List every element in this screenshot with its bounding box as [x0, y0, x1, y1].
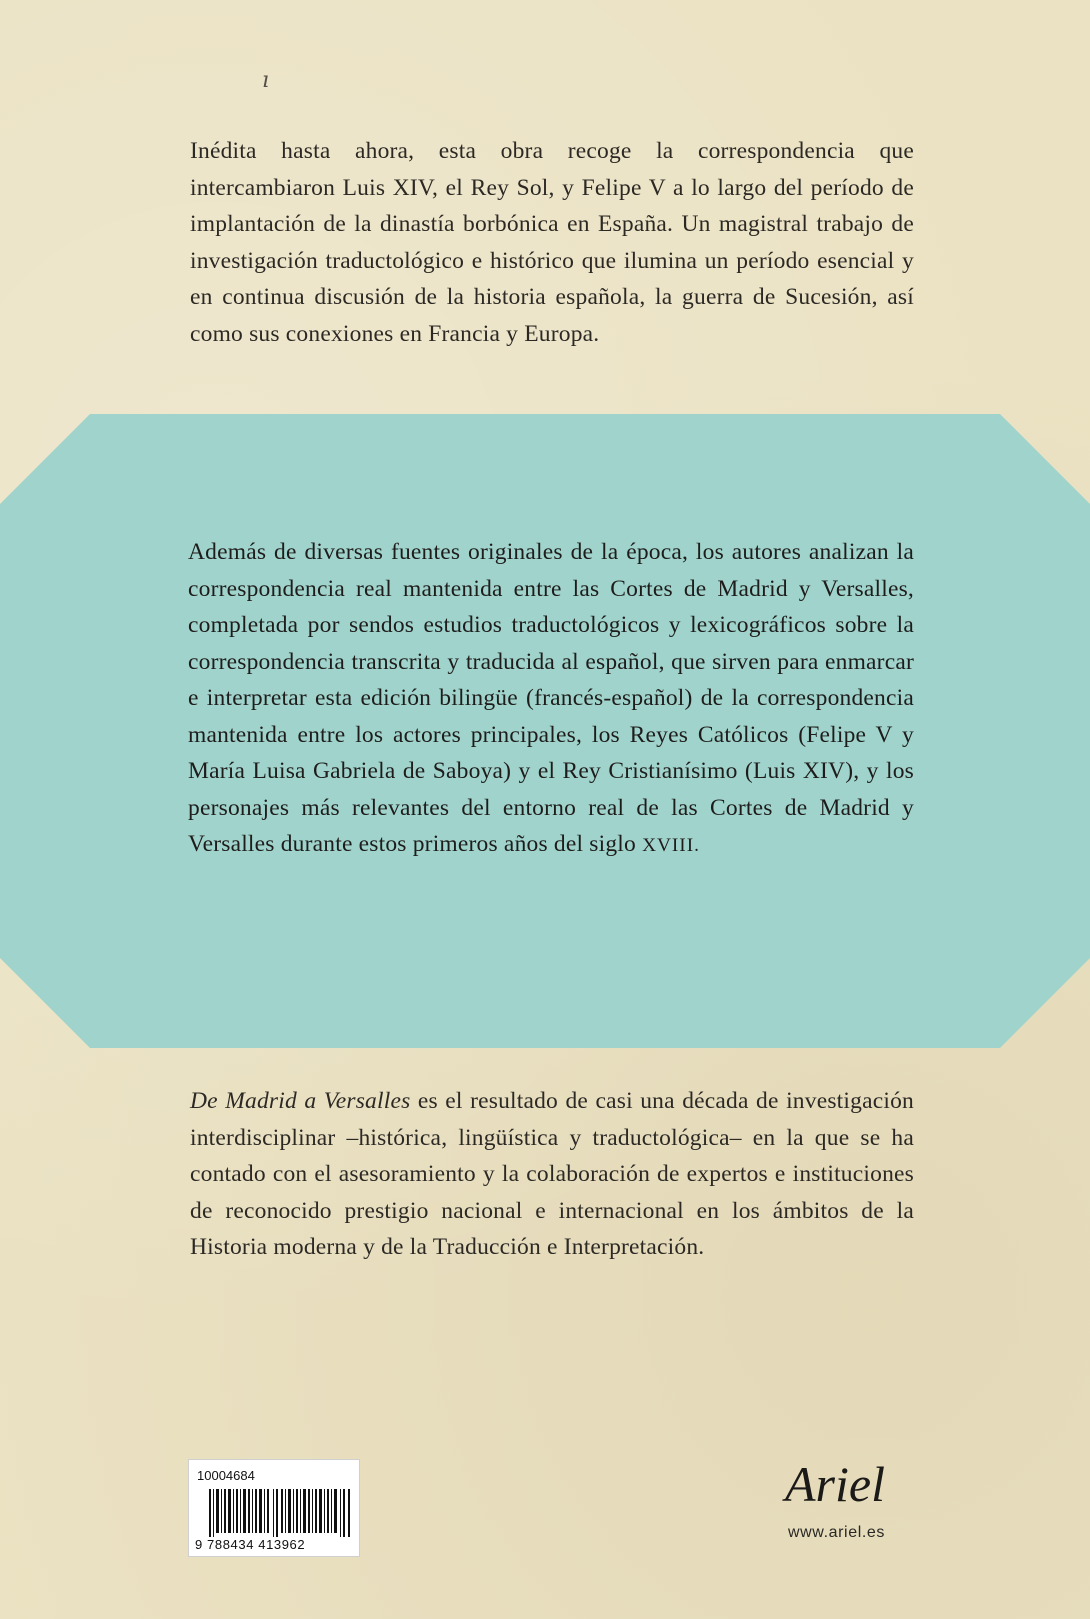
barcode-code: 10004684 — [197, 1468, 255, 1483]
pencil-mark: ı — [262, 68, 270, 93]
closing-paragraph — [190, 1083, 914, 1266]
publisher-logo: Ariel — [785, 1456, 885, 1512]
closing-text: es el resultado de casi una década de investigación interdisciplinar –histórica, lingüística y traductológica– en la que se ha contado con el asesoramiento y la colaboración de expertos e instituciones de reconocido prestigio nacional e internacional en los ámbitos de la Historia moderna y de la Traducción e Interpretación. — [190, 1088, 914, 1260]
century-numeral: XVIII. — [642, 835, 700, 856]
description-text: Además de diversas fuentes originales de la época, los autores analizan la correspondencia real mantenida entre las Cortes de Madrid y Versalles, completada por sendos estudios traductológicos y lexicográficos sobre la correspondencia transcrita y traducida al español, que sirven para enmarcar e interpretar esta edición bilingüe (francés-español) de la correspondencia mantenida entre los actores principales, los Reyes Católicos (Felipe V y María Luisa Gabriela de Saboya) y el Rey Cristianísimo (Luis XIV), y los personajes más relevantes del entorno real de las Cortes de Madrid y Versalles durante estos primeros años del siglo — [188, 539, 914, 857]
book-title: De Madrid a Versalles — [190, 1088, 411, 1114]
description-paragraph — [188, 534, 914, 865]
publisher-url: www.ariel.es — [788, 1524, 886, 1541]
barcode-label — [188, 1459, 360, 1557]
intro-paragraph: Inédita hasta ahora, esta obra recoge la correspondencia que intercambiaron Luis XIV, el Rey Sol, y Felipe V a lo largo del período de implantación de la dinastía borbónica en España. Un magistral trabajo de investigación traductológico e histórico que ilumina un período esencial y en continua discusión de la historia española, la guerra de Sucesión, así como sus conexiones en Francia y Europa. — [190, 138, 914, 347]
barcode-icon — [209, 1489, 351, 1537]
isbn-number: 9 788434 413962 — [195, 1537, 306, 1552]
